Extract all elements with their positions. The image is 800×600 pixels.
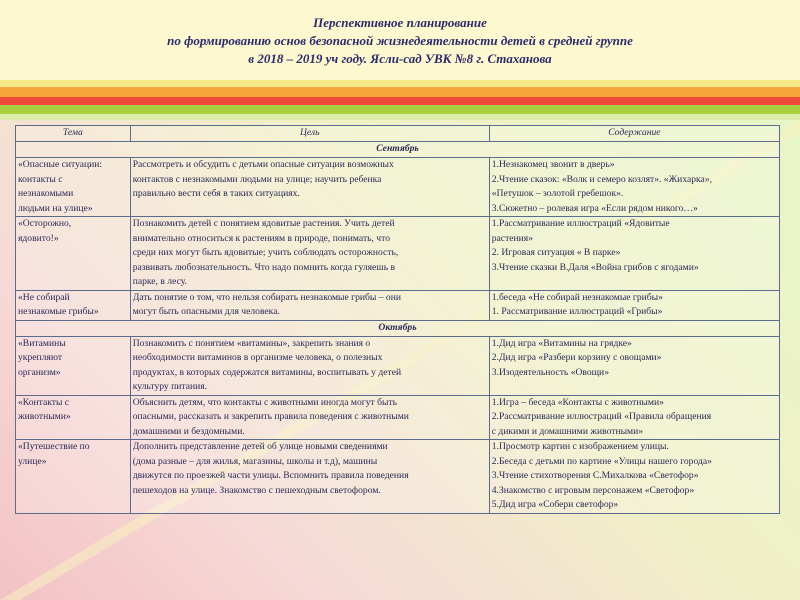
decorative-stripes xyxy=(0,80,800,120)
goal-cell-line: движутся по проезжей части улицы. Вспомнить правила поведения xyxy=(132,470,409,481)
planning-table xyxy=(15,125,780,514)
month-row xyxy=(16,320,780,336)
content-cell-line: 3.Чтение стихотворения С.Михалкова «Светофор» xyxy=(491,470,699,481)
theme-cell xyxy=(16,440,131,514)
month-row xyxy=(16,142,780,158)
content-cell xyxy=(489,440,779,514)
goal-cell-line: Дополнить представление детей об улице новыми сведениями xyxy=(132,441,388,452)
title-line-2: по формированию основ безопасной жизнедеятельности детей в средней группе xyxy=(167,33,633,48)
title-line-3: в 2018 – 2019 уч году. Ясли-сад УВК №8 г. Стаханова xyxy=(248,51,552,66)
theme-cell-line: незнакомыми xyxy=(18,188,74,199)
theme-cell-line: людьми на улице» xyxy=(18,202,93,214)
header-theme: Тема xyxy=(16,126,131,142)
content-cell-line: растения» xyxy=(491,232,533,244)
stripe-green xyxy=(0,105,800,114)
goal-cell-line: Познакомить детей с понятием ядовитые растения. Учить детей xyxy=(132,218,395,229)
content-cell-line: 2.Дид игра «Разбери корзину с овощами» xyxy=(491,352,662,363)
goal-cell-line: правильно вести себя в таких ситуациях. xyxy=(132,188,300,199)
stripe-red xyxy=(0,97,800,105)
goal-cell-line: домашними и бездомными. xyxy=(132,425,245,437)
content-cell-line: 3.Изодеятельность «Овощи» xyxy=(491,366,609,378)
page-title xyxy=(60,14,740,68)
content-cell-line: с дикими и домашними животными» xyxy=(491,425,644,437)
goal-cell-line: внимательно относиться к растениям в природе, понимать, что xyxy=(132,232,390,244)
theme-cell-line: «Опасные ситуации: xyxy=(18,159,103,170)
month-label: Сентябрь xyxy=(16,142,780,158)
content-cell-line: 1.Дид игра «Витамины на грядке» xyxy=(491,337,632,349)
content-cell-line: 1.беседа «Не собирай незнакомые грибы» xyxy=(491,291,663,303)
content-cell-line: 2. Игровая ситуация « В парке» xyxy=(491,247,621,258)
content-cell-line: 1.Просмотр картин с изображением улицы. xyxy=(491,441,669,452)
theme-cell-line: контакты с xyxy=(18,173,63,185)
content-cell-line: 1. Рассматривание иллюстраций «Грибы» xyxy=(491,306,663,317)
content-cell-line: 5.Дид игра «Собери светофор» xyxy=(491,499,619,510)
goal-cell-line: парке, в лесу. xyxy=(132,276,187,287)
theme-cell-line: организм» xyxy=(18,366,61,378)
theme-cell-line: незнакомые грибы» xyxy=(18,306,99,317)
content-cell-line: 3.Чтение сказки В.Даля «Война грибов с ягодами» xyxy=(491,261,699,273)
goal-cell xyxy=(130,290,489,320)
theme-cell xyxy=(16,290,131,320)
content-cell xyxy=(489,290,779,320)
theme-cell xyxy=(16,217,131,291)
goal-cell-line: Дать понятие о том, что нельзя собирать незнакомые грибы – они xyxy=(132,291,402,303)
goal-cell-line: развивать любознательность. Что надо помнить когда гуляешь в xyxy=(132,261,395,273)
theme-cell-line: «Путешествие по xyxy=(18,441,90,452)
header-goal: Цель xyxy=(130,126,489,142)
theme-cell xyxy=(16,395,131,440)
goal-cell-line: продуктах, в которых содержатся витамины, воспитывать у детей xyxy=(132,366,402,378)
content-cell-line: 3.Сюжетно – ролевая игра «Если рядом никого…» xyxy=(491,202,698,214)
theme-cell-line: улице» xyxy=(18,455,47,467)
table-row xyxy=(16,217,780,291)
goal-cell-line: Познакомить с понятием «витамины», закрепить знания о xyxy=(132,337,371,349)
stripe-yellow xyxy=(0,80,800,87)
content-cell-line: 2.Чтение сказок: «Волк и семеро козлят». «Жихарка», xyxy=(491,173,713,185)
theme-cell-line: «Не собирай xyxy=(18,291,70,303)
content-cell-line: 4.Знакомство с игровым персонажем «Светофор» xyxy=(491,484,695,496)
goal-cell-line: культуру питания. xyxy=(132,381,208,392)
theme-cell-line: «Витамины xyxy=(18,337,66,349)
content-cell xyxy=(489,217,779,291)
table-row xyxy=(16,395,780,440)
goal-cell-line: контактов с незнакомыми людьми на улице; научить ребенка xyxy=(132,173,382,185)
header-content: Содержание xyxy=(489,126,779,142)
content-cell-line: 1.Рассматривание иллюстраций «Ядовитые xyxy=(491,218,670,229)
content-cell xyxy=(489,158,779,217)
table-row xyxy=(16,290,780,320)
table-header-row xyxy=(16,126,780,142)
title-line-1: Перспективное планирование xyxy=(313,15,487,30)
content-cell-line: «Петушок – золотой гребешок». xyxy=(491,188,624,199)
content-cell-line: 1.Незнакомец звонит в дверь» xyxy=(491,159,615,170)
theme-cell-line: укрепляют xyxy=(18,352,63,363)
goal-cell-line: Рассмотреть и обсудить с детьми опасные ситуации возможных xyxy=(132,159,394,170)
goal-cell-line: пешеходов на улице. Знакомство с пешеходным светофором. xyxy=(132,484,381,496)
theme-cell-line: «Контакты с xyxy=(18,396,70,408)
content-cell-line: 2.Беседа с детьми по картине «Улицы нашего города» xyxy=(491,455,712,467)
goal-cell xyxy=(130,440,489,514)
goal-cell-line: необходимости витаминов в организме человека, о полезных xyxy=(132,352,383,363)
goal-cell-line: могут быть опасными для человека. xyxy=(132,306,280,317)
theme-cell-line: «Осторожно, xyxy=(18,218,72,229)
goal-cell xyxy=(130,336,489,395)
goal-cell-line: (дома разные – для жилья, магазины, школы и т.д), машины xyxy=(132,455,378,467)
month-label: Октябрь xyxy=(16,320,780,336)
goal-cell xyxy=(130,395,489,440)
theme-cell-line: животными» xyxy=(18,411,71,422)
content-cell-line: 1.Игра – беседа «Контакты с животными» xyxy=(491,396,664,408)
theme-cell xyxy=(16,336,131,395)
content-cell xyxy=(489,336,779,395)
goal-cell xyxy=(130,158,489,217)
table-row xyxy=(16,336,780,395)
goal-cell xyxy=(130,217,489,291)
content-cell-line: 2.Рассматривание иллюстраций «Правила обращения xyxy=(491,411,712,422)
goal-cell-line: опасными, рассказать и закрепить правила поведения с животными xyxy=(132,411,409,422)
stripe-orange xyxy=(0,87,800,97)
table-row xyxy=(16,440,780,514)
theme-cell-line: ядовито!» xyxy=(18,232,59,244)
goal-cell-line: Объяснить детям, что контакты с животными иногда могут быть xyxy=(132,396,398,408)
goal-cell-line: среди них могут быть ядовитые; учить соблюдать осторожность, xyxy=(132,247,399,258)
content-cell xyxy=(489,395,779,440)
table-row xyxy=(16,158,780,217)
theme-cell xyxy=(16,158,131,217)
